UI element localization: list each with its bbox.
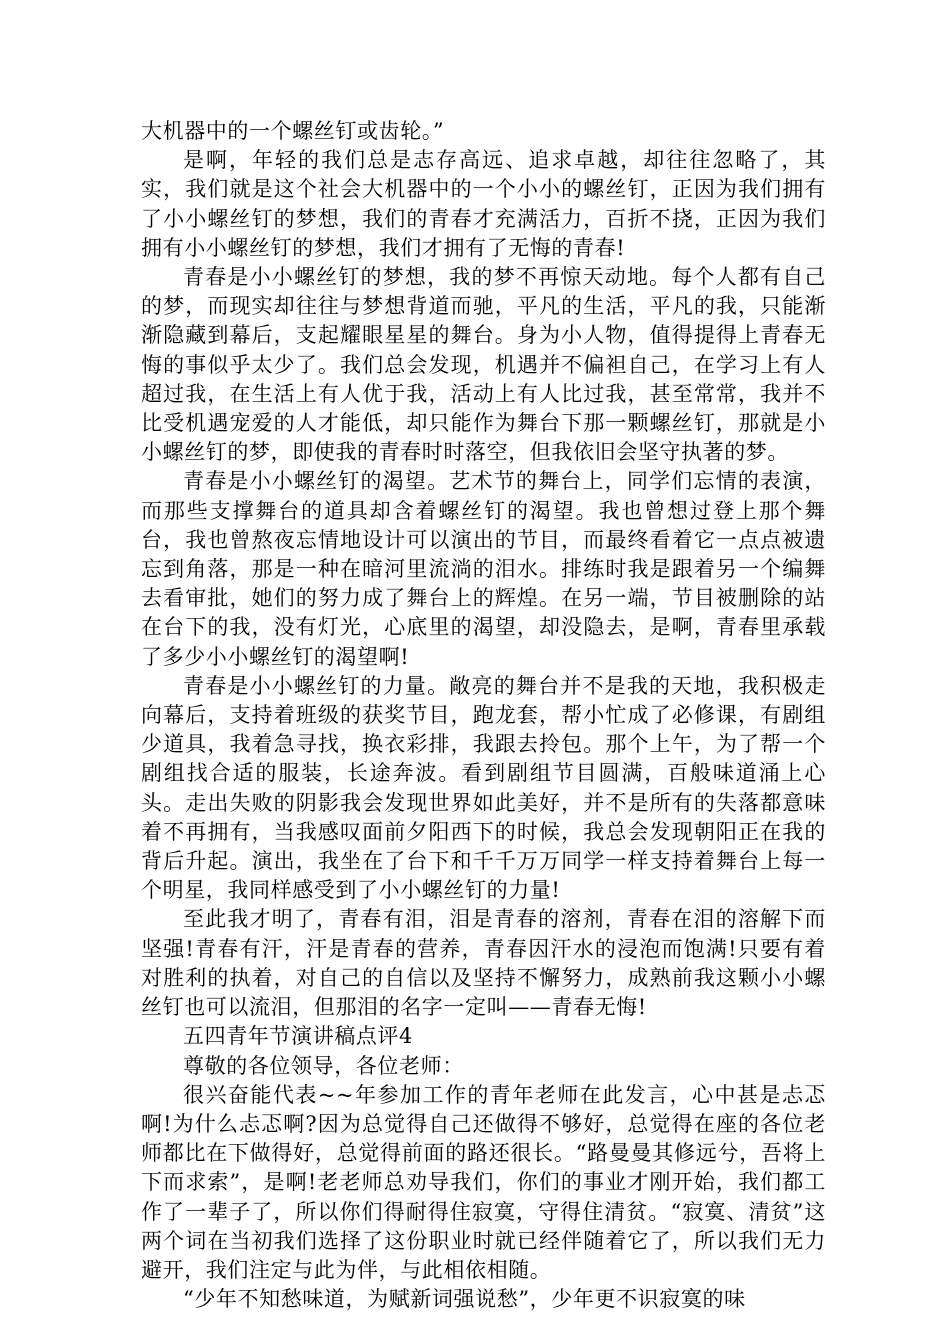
paragraph: 很兴奋能代表~~年参加工作的青年老师在此发言，心中甚是忐忑啊!为什么忐忑啊?因为总觉得自己还做得不够好，总觉得在座的各位老师都比在下做得好，总觉得前面的路还很长。“路曼曼其修远兮，吾将上下而求索”，是啊!老老师总劝导我们，你们的事业才刚开始，我们都工作了一辈子了，所以你们得耐得住寂寞，守得住清贫。“寂寞、清贫”这两个词在当初我们选择了这份职业时就已经伴随着它了，所以我们无力避开，我们注定与此为伴，与此相依相随。 — [141, 1082, 826, 1282]
salutation: 尊敬的各位领导，各位老师： — [183, 1053, 464, 1078]
section-heading: 五四青年节演讲稿点评4 — [183, 1024, 413, 1049]
paragraph: 是啊，年轻的我们总是志存高远、追求卓越，却往往忽略了，其实，我们就是这个社会大机器中的一个小小的螺丝钉，正因为我们拥有了小小螺丝钉的梦想，我们的青春才充满活力，百折不挠，正因为我们拥有小小螺丝钉的梦想，我们才拥有了无悔的青春! — [141, 148, 826, 260]
paragraph: 青春是小小螺丝钉的力量。敞亮的舞台并不是我的天地，我积极走向幕后，支持着班级的获奖节目，跑龙套，帮小忙成了必修课，有剧组少道具，我着急寻找，换衣彩排，我跟去拎包。那个上午，为了帮一个剧组找合适的服装，长途奔波。看到剧组节目圆满，百般味道涌上心头。走出失败的阴影我会发现世界如此美好，并不是所有的失落都意味着不再拥有，当我感叹面前夕阳西下的时候，我总会发现朝阳正在我的背后升起。演出，我坐在了台下和千千万万同学一样支持着舞台上每一个明星，我同样感受到了小小螺丝钉的力量! — [141, 673, 826, 903]
document-body — [141, 117, 826, 1314]
paragraph: 至此我才明了，青春有泪，泪是青春的溶剂，青春在泪的溶解下而坚强!青春有汗，汗是青春的营养，青春因汗水的浸泡而饱满!只要有着对胜利的执着，对自己的自信以及坚持不懈努力，成熟前我这颗小小螺丝钉也可以流泪，但那泪的名字一定叫——青春无悔! — [141, 907, 826, 1020]
paragraph: 大机器中的一个螺丝钉或齿轮。” — [141, 119, 445, 143]
paragraph: 青春是小小螺丝钉的渴望。艺术节的舞台上，同学们忘情的表演，而那些支撑舞台的道具却含着螺丝钉的渴望。我也曾想过登上那个舞台，我也曾熬夜忘情地设计可以演出的节目，而最终看着它一点点被遗忘到角落，那是一种在暗河里流淌的泪水。排练时我是跟着另一个编舞去看审批，她们的努力成了舞台上的辉煌。在另一端，节目被删除的站在台下的我，没有灯光，心底里的渴望，却没隐去，是啊，青春里承载了多少小小螺丝钉的渴望啊! — [141, 469, 826, 669]
paragraph: 青春是小小螺丝钉的梦想，我的梦不再惊天动地。每个人都有自己的梦，而现实却往往与梦想背道而驰，平凡的生活，平凡的我，只能渐渐隐藏到幕后，支起耀眼星星的舞台。身为小人物，值得提得上青春无悔的事似乎太少了。我们总会发现，机遇并不偏袒自己，在学习上有人超过我，在生活上有人优于我，活动上有人比过我，甚至常常，我并不比受机遇宠爱的人才能低，却只能作为舞台下那一颗螺丝钉，那就是小小螺丝钉的梦，即使我的青春时时落空，但我依旧会坚守执著的梦。 — [141, 265, 826, 465]
paragraph: “少年不知愁味道，为赋新词强说愁”，少年更不识寂寞的味 — [183, 1287, 746, 1312]
